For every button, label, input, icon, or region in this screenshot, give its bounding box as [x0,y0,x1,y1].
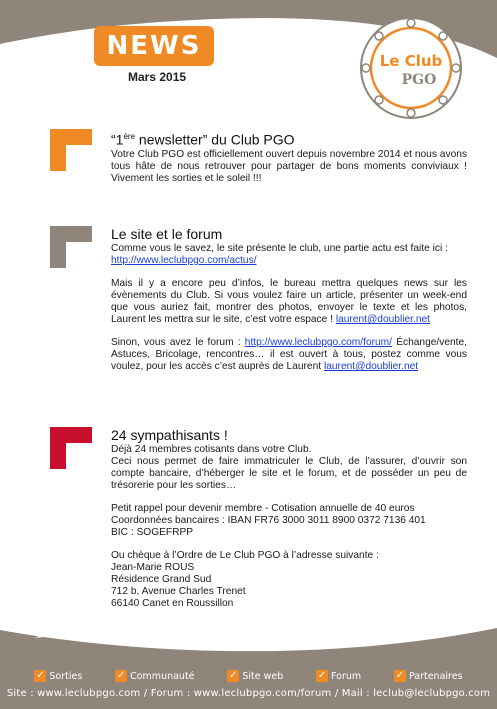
email-link[interactable]: laurent@doublier.net [323,361,419,372]
menu-item-site-web[interactable]: ✓ Site web [229,670,284,682]
section-paragraph: Mais il y a encore peu d’infos, le bureau mettra quelques news sur les évènements du Club. Si vous voulez faire un article, présenter un week-end que vous auriez fait, montrer des photos, envoyer le texte et les photos, Laurent les mettra sur le site, c’est votre espace ! laurent@doublier.net [111,278,467,325]
menu-item-communaute[interactable]: ✓ Communauté [116,670,195,682]
section-paragraph: Sinon, vous avez le forum : http://www.leclubpgo.com/forum/ Échange/vente, Astuces, Bricolage, rencontres… il est ouvert à tous, postez comme vous voulez, pour les accès c’est auprès de Laurent laurent@doublier.net [111,337,467,372]
section-paragraph: Ceci nous permet de faire immatriculer le Club, de l’assurer, d’ouvrir son compte bancaire, d’héberger le site et le forum, et de posséder un peu de trésorerie pour les sorties… [111,456,467,491]
logo-text-club: Le Club [379,52,443,70]
footer-menu [0,668,497,684]
menu-item-sorties[interactable]: ✓ Sorties [36,670,83,682]
checkmark-icon: ✓ [229,670,238,681]
menu-item-partenaires[interactable]: ✓ Partenaires [395,670,463,682]
actus-link[interactable]: http://www.leclubpgo.com/actus/ [111,255,257,266]
club-pgo-logo [357,14,465,122]
menu-item-forum[interactable]: ✓ Forum [317,670,362,682]
footer-contact-line: Site : www.leclubpgo.com / Forum : www.leclubpgo.com/forum / Mail : leclub@leclubpgo.com [6,688,491,699]
checkmark-icon: ✓ [395,670,405,681]
forum-link[interactable]: http://www.leclubpgo.com/forum/ [244,337,392,348]
section-marker-taupe [50,226,92,268]
issue-date: Mars 2015 [128,70,187,84]
section-marker-orange [50,129,92,171]
news-banner: NEWS [94,26,214,66]
section-marker-crimson [50,427,92,469]
section-title: Le site et le forum [111,226,223,242]
section-paragraph: Comme vous le savez, le site présente le club, une partie actu est faite ici : http://www.leclubpgo.com/actus/ [111,243,448,266]
section-title: 24 sympathisants ! [111,427,228,443]
section-paragraph: Déjà 24 membres cotisants dans votre Club. [111,444,312,455]
section-title: “1ère newsletter” du Club PGO [111,131,295,148]
checkmark-icon: ✓ [116,670,126,681]
checkmark-icon: ✓ [36,670,45,681]
logo-text-pgo: PGO [401,72,437,88]
checkmark-icon: ✓ [317,670,327,681]
section-text: Votre Club PGO est officiellement ouvert depuis novembre 2014 et nous avons tous hâte de nous retrouver pour partager de bons moments conviviaux ! Vivement les sorties et le soleil !!! [111,148,467,184]
postal-address: Ou chèque à l’Ordre de Le Club PGO à l’adresse suivante : Jean-Marie ROUS Résidence Grand Sud 712 b, Avenue Charles Trenet 66140 Canet en Roussillon [111,550,379,609]
membership-reminder: Petit rappel pour devenir membre - Cotisation annuelle de 40 euros Coordonnées bancaires : IBAN FR76 3000 3011 8900 0372 7136 401 BIC : SOGEFRPP [111,503,426,538]
email-link[interactable]: laurent@doublier.net [335,314,430,325]
